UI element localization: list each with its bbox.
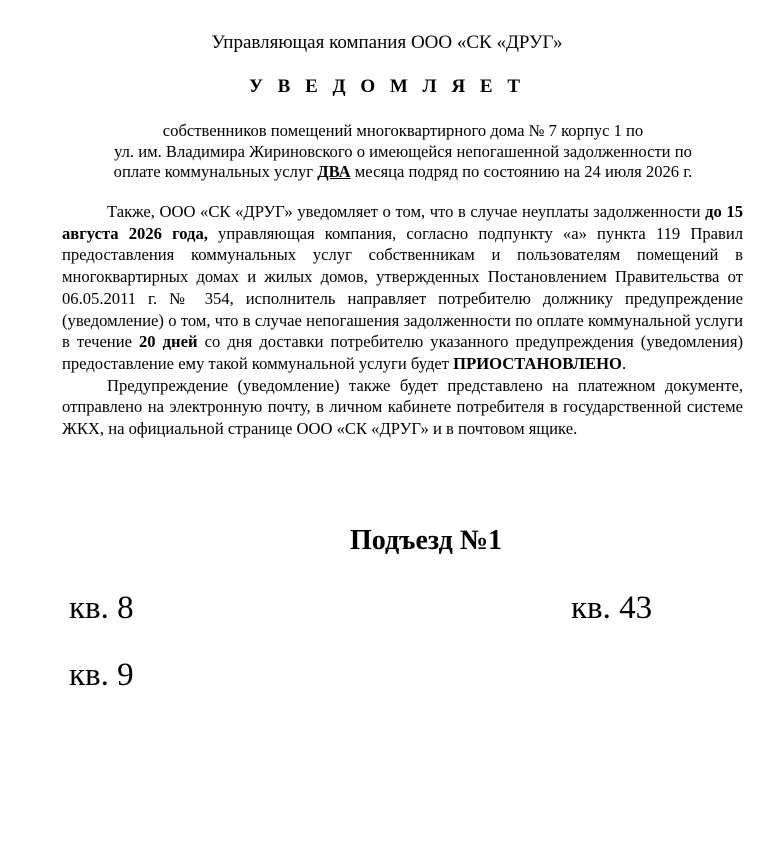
notice-body (62, 201, 743, 440)
months-count-emphasis: ДВА (317, 162, 351, 181)
paragraph1-text-1: Также, ООО «СК «ДРУГ» уведомляет о том, что в случае неуплаты задолженности (107, 202, 706, 221)
intro-line-1: собственников помещений многоквартирного дома № 7 корпус 1 по (162, 121, 644, 140)
paragraph1-text-4: . (621, 353, 627, 373)
company-name: Управляющая компания ООО «СК «ДРУГ» (211, 32, 563, 53)
paragraph-delivery-channels: Предупреждение (уведомление) также будет представлено на платежном документе, отправлено на электронную почту, в личном кабинете потребителя в государственной системе ЖКХ, на официальной странице ООО «СК «ДРУГ» и в почтовом ящике. (62, 375, 743, 439)
intro-line-2: ул. им. Владимира Жириновского о имеющейся непогашенной задолженности по (114, 141, 692, 161)
paragraph1-text-3: со дня доставки потребителю указанного предупреждения (уведомления) предоставление ему такой коммунальной услуги будет (62, 332, 744, 373)
notice-heading: У В Е Д О М Л Я Е Т (248, 76, 526, 97)
intro-line-3 (62, 162, 744, 183)
intro-line-3-start: оплате коммунальных услуг (113, 162, 318, 181)
paragraph1-text-2: управляющая компания, согласно подпункту «а» пункта 119 Правил предоставления коммунальных услуг собственникам и пользователям помещений в многоквартирных домах и жилых домов, утвержденных Постановлением Правительства от 06.05.2011 г. № 354, исполнитель направляет потребителю должнику предупреждение (уведомление) о том, что в случае непогашения задолженности по оплате коммунальной услуги в течение (62, 223, 743, 352)
apartment-43: кв. 43 (571, 590, 653, 626)
intro-line-3-end: месяца подряд по состоянию на 24 июля 2026 г. (350, 162, 693, 181)
apartment-9: кв. 9 (69, 657, 134, 693)
deadline-date: до 15 августа 2026 года, (62, 202, 744, 243)
suspended-word: ПРИОСТАНОВЛЕНО (453, 353, 622, 373)
apartment-8: кв. 8 (69, 590, 134, 626)
grace-period: 20 дней (139, 332, 198, 352)
paragraph-suspension-warning (62, 201, 743, 375)
entrance-title: Подъезд №1 (350, 525, 502, 556)
intro-block (62, 121, 744, 183)
